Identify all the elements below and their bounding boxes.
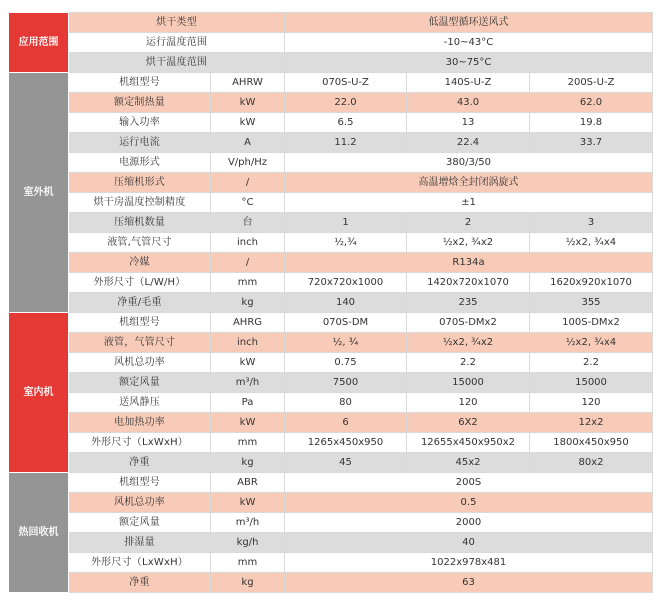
unit-indoor-model: AHRG bbox=[211, 313, 285, 333]
label-op-temp: 运行温度范围 bbox=[69, 33, 285, 53]
value-outdoor-temp-ctrl: ±1 bbox=[285, 193, 653, 213]
row-indoor-dim bbox=[9, 433, 653, 453]
value-dry-temp: 30~75°C bbox=[285, 53, 653, 73]
label-outdoor-refrigerant: 冷媒 bbox=[69, 253, 211, 273]
value-indoor-airflow-2: 15000 bbox=[407, 373, 530, 393]
value-outdoor-input-1: 6.5 bbox=[285, 113, 407, 133]
value-outdoor-model-3: 200S-U-Z bbox=[530, 73, 653, 93]
row-indoor-pressure bbox=[9, 393, 653, 413]
label-outdoor-input: 输入功率 bbox=[69, 113, 211, 133]
label-indoor-dim: 外形尺寸（LxWxH） bbox=[69, 433, 211, 453]
value-hr-weight: 63 bbox=[285, 573, 653, 593]
row-indoor-fan bbox=[9, 353, 653, 373]
value-indoor-airflow-1: 7500 bbox=[285, 373, 407, 393]
value-outdoor-refrigerant: R134a bbox=[285, 253, 653, 273]
label-outdoor-weight: 净重/毛重 bbox=[69, 293, 211, 313]
value-indoor-weight-3: 80x2 bbox=[530, 453, 653, 473]
spec-table bbox=[8, 12, 653, 593]
row-indoor-pipe bbox=[9, 333, 653, 353]
value-hr-dehum: 40 bbox=[285, 533, 653, 553]
value-outdoor-weight-2: 235 bbox=[407, 293, 530, 313]
label-hr-fan: 风机总功率 bbox=[69, 493, 211, 513]
value-outdoor-power: 380/3/50 bbox=[285, 153, 653, 173]
value-indoor-fan-3: 2.2 bbox=[530, 353, 653, 373]
value-outdoor-current-2: 22.4 bbox=[407, 133, 530, 153]
label-indoor-airflow: 额定风量 bbox=[69, 373, 211, 393]
value-outdoor-pipe-3: ½x2, ¾x4 bbox=[530, 233, 653, 253]
unit-outdoor-model: AHRW bbox=[211, 73, 285, 93]
value-indoor-pipe-1: ½, ¾ bbox=[285, 333, 407, 353]
label-dry-temp: 烘干温度范围 bbox=[69, 53, 285, 73]
value-indoor-dim-3: 1800x450x950 bbox=[530, 433, 653, 453]
label-outdoor-comp-qty: 压缩机数量 bbox=[69, 213, 211, 233]
value-outdoor-current-3: 33.7 bbox=[530, 133, 653, 153]
value-op-temp: -10~43°C bbox=[285, 33, 653, 53]
row-dry-temp bbox=[9, 53, 653, 73]
unit-indoor-airflow: m³/h bbox=[211, 373, 285, 393]
value-outdoor-dim-1: 720x720x1000 bbox=[285, 273, 407, 293]
row-outdoor-dim bbox=[9, 273, 653, 293]
unit-indoor-fan: kW bbox=[211, 353, 285, 373]
unit-hr-dehum: kg/h bbox=[211, 533, 285, 553]
row-hr-dim bbox=[9, 553, 653, 573]
row-indoor-weight bbox=[9, 453, 653, 473]
section-indoor: 室内机 bbox=[9, 313, 69, 473]
value-indoor-pipe-3: ½x2, ¾x4 bbox=[530, 333, 653, 353]
row-outdoor-current bbox=[9, 133, 653, 153]
row-outdoor-comp-type bbox=[9, 173, 653, 193]
row-hr-fan bbox=[9, 493, 653, 513]
label-outdoor-heat: 额定制热量 bbox=[69, 93, 211, 113]
value-outdoor-pipe-2: ½x2, ¾x2 bbox=[407, 233, 530, 253]
value-indoor-weight-2: 45x2 bbox=[407, 453, 530, 473]
row-outdoor-refrigerant bbox=[9, 253, 653, 273]
value-indoor-model-1: 070S-DM bbox=[285, 313, 407, 333]
value-hr-model: 200S bbox=[285, 473, 653, 493]
value-outdoor-comp-qty-2: 2 bbox=[407, 213, 530, 233]
unit-outdoor-pipe: inch bbox=[211, 233, 285, 253]
value-indoor-fan-2: 2.2 bbox=[407, 353, 530, 373]
unit-hr-dim: mm bbox=[211, 553, 285, 573]
value-outdoor-dim-3: 1620x920x1070 bbox=[530, 273, 653, 293]
value-indoor-dim-2: 12655x450x950x2 bbox=[407, 433, 530, 453]
unit-outdoor-refrigerant: / bbox=[211, 253, 285, 273]
value-indoor-model-3: 100S-DMx2 bbox=[530, 313, 653, 333]
value-outdoor-model-2: 140S-U-Z bbox=[407, 73, 530, 93]
unit-outdoor-dim: mm bbox=[211, 273, 285, 293]
label-indoor-model: 机组型号 bbox=[69, 313, 211, 333]
unit-outdoor-temp-ctrl: °C bbox=[211, 193, 285, 213]
row-op-temp bbox=[9, 33, 653, 53]
value-indoor-pressure-1: 80 bbox=[285, 393, 407, 413]
label-indoor-heater: 电加热功率 bbox=[69, 413, 211, 433]
section-outdoor: 室外机 bbox=[9, 73, 69, 313]
value-outdoor-current-1: 11.2 bbox=[285, 133, 407, 153]
unit-hr-airflow: m³/h bbox=[211, 513, 285, 533]
value-indoor-model-2: 070S-DMx2 bbox=[407, 313, 530, 333]
label-hr-weight: 净重 bbox=[69, 573, 211, 593]
row-outdoor-heat bbox=[9, 93, 653, 113]
row-outdoor-weight bbox=[9, 293, 653, 313]
label-indoor-pressure: 送风静压 bbox=[69, 393, 211, 413]
row-outdoor-power bbox=[9, 153, 653, 173]
unit-indoor-dim: mm bbox=[211, 433, 285, 453]
label-indoor-weight: 净重 bbox=[69, 453, 211, 473]
label-outdoor-current: 运行电流 bbox=[69, 133, 211, 153]
row-outdoor-temp-ctrl bbox=[9, 193, 653, 213]
unit-outdoor-heat: kW bbox=[211, 93, 285, 113]
unit-outdoor-comp-type: / bbox=[211, 173, 285, 193]
unit-outdoor-input: kW bbox=[211, 113, 285, 133]
row-indoor-model bbox=[9, 313, 653, 333]
value-indoor-weight-1: 45 bbox=[285, 453, 407, 473]
value-indoor-heater-2: 6X2 bbox=[407, 413, 530, 433]
value-hr-dim: 1022x978x481 bbox=[285, 553, 653, 573]
value-indoor-heater-3: 12x2 bbox=[530, 413, 653, 433]
value-hr-airflow: 2000 bbox=[285, 513, 653, 533]
label-outdoor-model: 机组型号 bbox=[69, 73, 211, 93]
value-outdoor-pipe-1: ½,¾ bbox=[285, 233, 407, 253]
value-dryer-type: 低温型循环送风式 bbox=[285, 13, 653, 33]
row-hr-airflow bbox=[9, 513, 653, 533]
label-hr-model: 机组型号 bbox=[69, 473, 211, 493]
label-outdoor-temp-ctrl: 烘干房温度控制精度 bbox=[69, 193, 211, 213]
label-outdoor-power: 电源形式 bbox=[69, 153, 211, 173]
unit-hr-fan: kW bbox=[211, 493, 285, 513]
row-outdoor-input bbox=[9, 113, 653, 133]
label-dryer-type: 烘干类型 bbox=[69, 13, 285, 33]
label-hr-airflow: 额定风量 bbox=[69, 513, 211, 533]
label-hr-dehum: 排湿量 bbox=[69, 533, 211, 553]
value-outdoor-comp-qty-3: 3 bbox=[530, 213, 653, 233]
value-indoor-pipe-2: ½x2, ¾x2 bbox=[407, 333, 530, 353]
value-outdoor-model-1: 070S-U-Z bbox=[285, 73, 407, 93]
unit-indoor-pipe: inch bbox=[211, 333, 285, 353]
row-indoor-airflow bbox=[9, 373, 653, 393]
label-indoor-fan: 风机总功率 bbox=[69, 353, 211, 373]
unit-outdoor-current: A bbox=[211, 133, 285, 153]
value-indoor-pressure-3: 120 bbox=[530, 393, 653, 413]
value-hr-fan: 0.5 bbox=[285, 493, 653, 513]
section-heat-recovery: 热回收机 bbox=[9, 473, 69, 593]
row-dryer-type bbox=[9, 13, 653, 33]
value-indoor-pressure-2: 120 bbox=[407, 393, 530, 413]
label-indoor-pipe: 液管，气管尺寸 bbox=[69, 333, 211, 353]
value-indoor-heater-1: 6 bbox=[285, 413, 407, 433]
unit-indoor-weight: kg bbox=[211, 453, 285, 473]
unit-indoor-heater: kW bbox=[211, 413, 285, 433]
row-outdoor-pipe bbox=[9, 233, 653, 253]
value-outdoor-heat-1: 22.0 bbox=[285, 93, 407, 113]
label-outdoor-dim: 外形尺寸（L/W/H） bbox=[69, 273, 211, 293]
value-outdoor-heat-3: 62.0 bbox=[530, 93, 653, 113]
row-outdoor-comp-qty bbox=[9, 213, 653, 233]
unit-hr-model: ABR bbox=[211, 473, 285, 493]
unit-outdoor-power: V/ph/Hz bbox=[211, 153, 285, 173]
row-hr-dehum bbox=[9, 533, 653, 553]
value-indoor-dim-1: 1265x450x950 bbox=[285, 433, 407, 453]
value-outdoor-weight-1: 140 bbox=[285, 293, 407, 313]
row-outdoor-model bbox=[9, 73, 653, 93]
label-hr-dim: 外形尺寸（LxWxH） bbox=[69, 553, 211, 573]
value-indoor-airflow-3: 15000 bbox=[530, 373, 653, 393]
value-outdoor-comp-qty-1: 1 bbox=[285, 213, 407, 233]
value-outdoor-input-2: 13 bbox=[407, 113, 530, 133]
label-outdoor-pipe: 液管,气管尺寸 bbox=[69, 233, 211, 253]
value-indoor-fan-1: 0.75 bbox=[285, 353, 407, 373]
value-outdoor-heat-2: 43.0 bbox=[407, 93, 530, 113]
value-outdoor-dim-2: 1420x720x1070 bbox=[407, 273, 530, 293]
value-outdoor-comp-type: 高温增焓全封闭涡旋式 bbox=[285, 173, 653, 193]
row-hr-weight bbox=[9, 573, 653, 593]
unit-indoor-pressure: Pa bbox=[211, 393, 285, 413]
unit-hr-weight: kg bbox=[211, 573, 285, 593]
row-hr-model bbox=[9, 473, 653, 493]
unit-outdoor-weight: kg bbox=[211, 293, 285, 313]
unit-outdoor-comp-qty: 台 bbox=[211, 213, 285, 233]
value-outdoor-input-3: 19.8 bbox=[530, 113, 653, 133]
label-outdoor-comp-type: 压缩机形式 bbox=[69, 173, 211, 193]
section-application: 应用范围 bbox=[9, 13, 69, 73]
row-indoor-heater bbox=[9, 413, 653, 433]
value-outdoor-weight-3: 355 bbox=[530, 293, 653, 313]
